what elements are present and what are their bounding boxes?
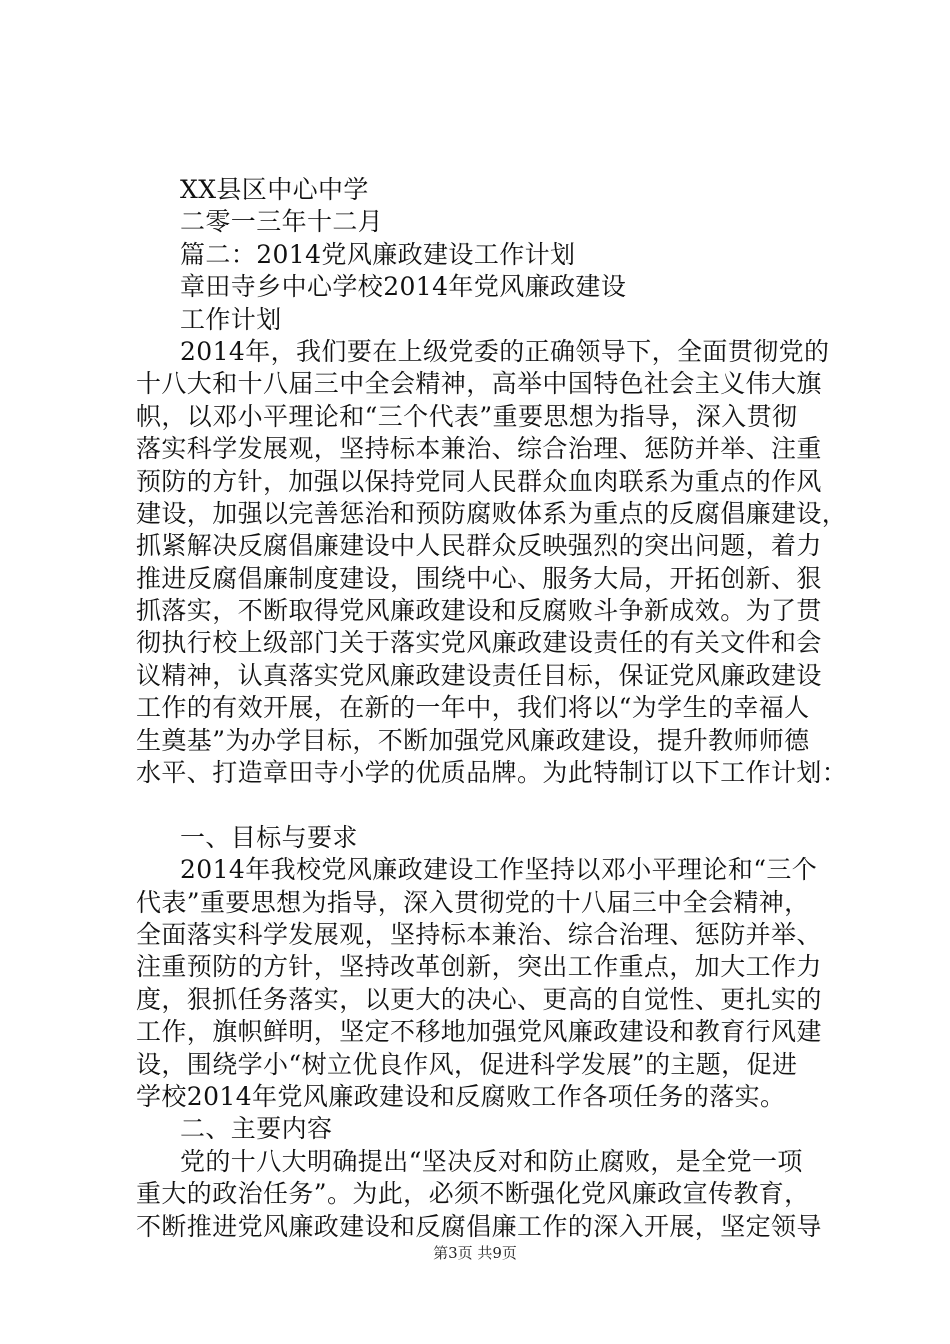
paragraph-goals [136, 854, 836, 1113]
paragraph-line: 不断推进党风廉政建设和反腐倡廉工作的深入开展，坚定领导 [136, 1211, 822, 1241]
document-body [136, 174, 848, 1243]
paragraph-line: 帜，以邓小平理论和“三个代表”重要思想为指导，深入贯彻 [136, 401, 798, 431]
paragraph-line: 工作的有效开展，在新的一年中，我们将以“为学生的幸福人 [136, 693, 810, 723]
school-name: XX县区中心中学 [180, 175, 369, 204]
paragraph-line: 设，围绕学小“树立优良作风，促进科学发展”的主题，促进 [136, 1049, 798, 1079]
paragraph-line: 十八大和十八届三中全会精神，高举中国特色社会主义伟大旗 [136, 369, 822, 399]
section-title-goals: 一、目标与要求 [180, 822, 358, 852]
paragraph-line: 生奠基”为办学目标，不断加强党风廉政建设，提升教师师德 [136, 725, 810, 755]
header-block [136, 174, 836, 336]
paragraph-content [136, 1146, 836, 1243]
paragraph-line: 注重预防的方针，坚持改革创新，突出工作重点，加大工作力 [136, 952, 822, 982]
paragraph-line: 重大的政治任务”。为此，必须不断强化党风廉政宣传教育， [136, 1179, 810, 1209]
section-title-content: 二、主要内容 [180, 1114, 333, 1144]
paragraph-line: 抓落实，不断取得党风廉政建设和反腐败斗争新成效。为了贯 [136, 596, 822, 626]
paragraph-line: 全面落实科学发展观，坚持标本兼治、综合治理、惩防并举、 [136, 919, 822, 949]
paragraph-line: 水平、打造章田寺小学的优质品牌。为此特制订以下工作计划： [136, 758, 848, 788]
page-footer: 第3页 共9页 [433, 1244, 517, 1262]
paragraph-line: 代表”重要思想为指导，深入贯彻党的十八届三中全会精神， [136, 887, 810, 917]
blank-line [136, 789, 836, 821]
paragraph-line: 党的十八大明确提出“坚决反对和防止腐败，是全党一项 [180, 1146, 803, 1176]
plan-title-line-2: 工作计划 [180, 304, 282, 334]
paragraph-intro [136, 336, 848, 789]
plan-title-line-1: 章田寺乡中心学校2014年党风廉政建设 [180, 272, 627, 302]
paragraph-line: 落实科学发展观，坚持标本兼治、综合治理、惩防并举、注重 [136, 434, 822, 464]
paragraph-line: 预防的方针，加强以保持党同人民群众血肉联系为重点的作风 [136, 466, 822, 496]
paragraph-line: 2014年我校党风廉政建设工作坚持以邓小平理论和“三个 [180, 855, 818, 885]
paragraph-line: 抓紧解决反腐倡廉建设中人民群众反映强烈的突出问题，着力 [136, 531, 822, 561]
paragraph-line: 学校2014年党风廉政建设和反腐败工作各项任务的落实。 [136, 1081, 786, 1111]
paragraph-line: 建设，加强以完善惩治和预防腐败体系为重点的反腐倡廉建设， [136, 498, 848, 528]
paragraph-line: 推进反腐倡廉制度建设，围绕中心、服务大局，开拓创新、狠 [136, 563, 822, 593]
paragraph-line: 彻执行校上级部门关于落实党风廉政建设责任的有关文件和会 [136, 628, 822, 658]
paragraph-line: 工作，旗帜鲜明，坚定不移地加强党风廉政建设和教育行风建 [136, 1017, 822, 1047]
paragraph-line: 度，狠抓任务落实，以更大的决心、更高的自觉性、更扎实的 [136, 984, 822, 1014]
date-line: 二零一三年十二月 [180, 207, 384, 237]
article-heading: 篇二：2014党风廉政建设工作计划 [180, 239, 576, 269]
paragraph-line: 议精神，认真落实党风廉政建设责任目标，保证党风廉政建设 [136, 660, 822, 690]
paragraph-line: 2014年，我们要在上级党委的正确领导下，全面贯彻党的 [180, 336, 830, 366]
